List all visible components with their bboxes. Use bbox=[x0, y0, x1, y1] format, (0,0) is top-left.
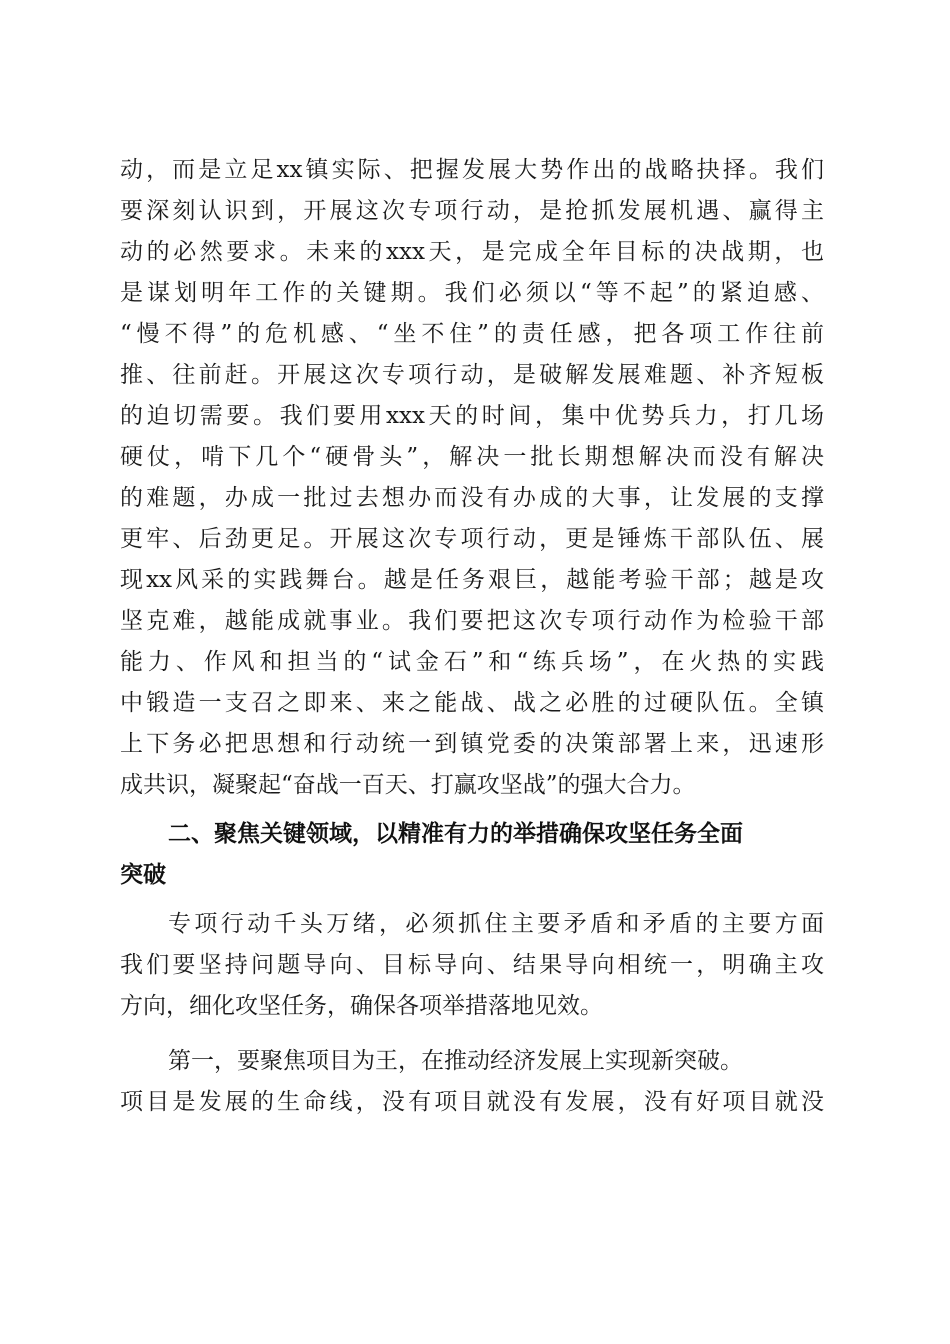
text-line: 项目是发展的生命线，没有项目就没有发展，没有好项目就没 bbox=[120, 1089, 824, 1115]
text-line: 中锻造一支召之即来、来之能战、战之必胜的过硬队伍。全镇 bbox=[120, 690, 824, 716]
text-line: 更牢、后劲更足。开展这次专项行动，更是锤炼干部队伍、展 bbox=[120, 526, 824, 552]
text-line: 动，而是立足xx镇实际、把握发展大势作出的战略抉择。我们 bbox=[120, 157, 824, 183]
text-line: 能力、作风和担当的“试金石”和“练兵场”，在火热的实践 bbox=[120, 649, 824, 675]
text-line: 是谋划明年工作的关键期。我们必须以“等不起”的紧迫感、 bbox=[120, 280, 824, 306]
text-line: 硬仗，啃下几个“硬骨头”，解决一批长期想解决而没有解决 bbox=[120, 444, 824, 470]
heading-line: 突破 bbox=[120, 862, 166, 888]
text-line: 专项行动千头万绪，必须抓住主要矛盾和矛盾的主要方面 bbox=[168, 911, 824, 937]
text-line: 我们要坚持问题导向、目标导向、结果导向相统一，明确主攻 bbox=[120, 952, 824, 978]
text-line: 第一，要聚焦项目为王，在推动经济发展上实现新突破。 bbox=[168, 1048, 743, 1074]
section-heading-2 bbox=[120, 814, 824, 896]
heading-line: 二、聚焦关键领域，以精准有力的举措确保攻坚任务全面 bbox=[168, 821, 743, 847]
text-line: 的难题，办成一批过去想办而没有办成的大事，让发展的支撑 bbox=[120, 485, 824, 511]
text-line: 要深刻认识到，开展这次专项行动，是抢抓发展机遇、赢得主 bbox=[120, 198, 824, 224]
text-line: 现xx风采的实践舞台。越是任务艰巨，越能考验干部；越是攻 bbox=[120, 567, 824, 593]
text-line: 上下务必把思想和行动统一到镇党委的决策部署上来，迅速形 bbox=[120, 731, 824, 757]
text-line: 坚克难，越能成就事业。我们要把这次专项行动作为检验干部 bbox=[120, 608, 824, 634]
paragraph-strategic-choice bbox=[120, 150, 824, 806]
text-line: 推、往前赶。开展这次专项行动，是破解发展难题、补齐短板 bbox=[120, 362, 824, 388]
paragraph-key-areas bbox=[120, 904, 824, 1027]
text-line: 动的必然要求。未来的xxx天，是完成全年目标的决战期，也 bbox=[120, 239, 824, 265]
text-line: 的迫切需要。我们要用xxx天的时间，集中优势兵力，打几场 bbox=[120, 403, 824, 429]
document-page bbox=[120, 150, 824, 1123]
text-line: 成共识，凝聚起“奋战一百天、打赢攻坚战”的强大合力。 bbox=[120, 772, 696, 798]
text-line: “慢不得”的危机感、“坐不住”的责任感，把各项工作往前 bbox=[120, 321, 824, 347]
paragraph-project-focus bbox=[120, 1041, 824, 1123]
text-line: 方向，细化攻坚任务，确保各项举措落地见效。 bbox=[120, 993, 603, 1019]
